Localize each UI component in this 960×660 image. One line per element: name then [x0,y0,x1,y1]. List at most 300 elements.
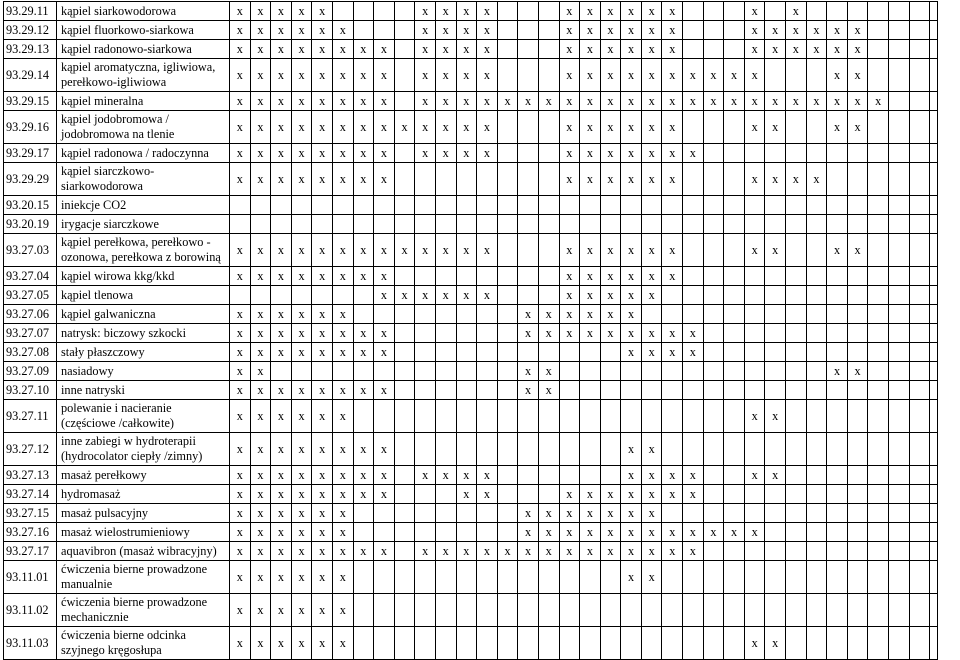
mark-cell: x [291,466,312,485]
edge-cell [930,381,938,400]
mark-cell [497,433,518,466]
mark-cell [497,2,518,21]
mark-cell [683,234,704,267]
mark-cell [889,466,910,485]
procedure-code: 93.29.29 [4,163,57,196]
mark-cell [641,400,662,433]
mark-cell: x [353,40,374,59]
mark-cell [353,286,374,305]
mark-cell [662,286,683,305]
mark-cell [847,196,868,215]
mark-cell [580,381,601,400]
procedure-code: 93.27.16 [4,523,57,542]
mark-cell [538,400,559,433]
mark-cell [518,561,539,594]
mark-cell [621,196,642,215]
mark-cell: x [662,542,683,561]
mark-cell [435,196,456,215]
mark-cell [580,215,601,234]
mark-cell [703,324,724,343]
mark-cell [827,400,848,433]
mark-cell [806,400,827,433]
mark-cell [353,561,374,594]
mark-cell [868,594,889,627]
mark-cell [456,400,477,433]
mark-cell: x [806,163,827,196]
mark-cell [518,234,539,267]
mark-cell: x [559,324,580,343]
mark-cell [456,504,477,523]
mark-cell [889,400,910,433]
mark-cell: x [662,21,683,40]
edge-cell [930,466,938,485]
mark-cell [827,433,848,466]
mark-cell: x [250,59,271,92]
mark-cell [291,362,312,381]
mark-cell: x [724,92,745,111]
mark-cell: x [559,59,580,92]
mark-cell [744,286,765,305]
mark-cell [909,92,930,111]
mark-cell: x [641,163,662,196]
mark-cell: x [250,267,271,286]
mark-cell: x [374,381,395,400]
mark-cell [847,466,868,485]
mark-cell: x [538,504,559,523]
mark-cell [806,267,827,286]
edge-cell [930,504,938,523]
mark-cell: x [580,286,601,305]
mark-cell: x [580,305,601,324]
mark-cell [271,215,292,234]
mark-cell [497,196,518,215]
mark-cell: x [600,234,621,267]
procedure-code: 93.27.15 [4,504,57,523]
mark-cell: x [456,111,477,144]
mark-cell [868,433,889,466]
mark-cell: x [332,324,353,343]
procedure-code: 93.20.15 [4,196,57,215]
mark-cell: x [332,485,353,504]
mark-cell: x [230,362,251,381]
mark-cell [641,362,662,381]
mark-cell [497,594,518,627]
mark-cell: x [621,561,642,594]
mark-cell: x [641,234,662,267]
mark-cell: x [230,343,251,362]
mark-cell [374,215,395,234]
mark-cell [394,92,415,111]
mark-cell [847,286,868,305]
mark-cell: x [559,267,580,286]
mark-cell [559,561,580,594]
mark-cell: x [683,343,704,362]
mark-cell [538,111,559,144]
mark-cell: x [600,40,621,59]
mark-cell [744,343,765,362]
mark-cell: x [600,144,621,163]
mark-cell: x [312,59,333,92]
mark-cell: x [332,163,353,196]
mark-cell [909,163,930,196]
mark-cell [786,144,807,163]
mark-cell [806,594,827,627]
mark-cell [497,267,518,286]
mark-cell: x [641,466,662,485]
procedure-code: 93.27.17 [4,542,57,561]
procedure-name: inne natryski [57,381,230,400]
mark-cell [332,286,353,305]
mark-cell [518,215,539,234]
procedure-code: 93.29.17 [4,144,57,163]
procedure-name: kąpiel tlenowa [57,286,230,305]
mark-cell [353,400,374,433]
mark-cell [312,286,333,305]
mark-cell [683,561,704,594]
mark-cell: x [641,433,662,466]
mark-cell: x [641,561,662,594]
procedure-name: ćwiczenia bierne prowadzone mechanicznie [57,594,230,627]
mark-cell [744,381,765,400]
mark-cell: x [477,111,498,144]
mark-cell: x [230,627,251,660]
procedure-code: 93.29.14 [4,59,57,92]
mark-cell [353,627,374,660]
mark-cell: x [641,286,662,305]
mark-cell: x [394,286,415,305]
mark-cell: x [518,362,539,381]
mark-cell: x [312,343,333,362]
mark-cell: x [827,362,848,381]
mark-cell [683,215,704,234]
mark-cell [477,215,498,234]
mark-cell [394,324,415,343]
mark-cell [435,523,456,542]
mark-cell [477,433,498,466]
mark-cell: x [332,561,353,594]
mark-cell [868,144,889,163]
mark-cell [477,267,498,286]
mark-cell: x [415,234,436,267]
mark-cell: x [621,144,642,163]
mark-cell: x [250,466,271,485]
mark-cell [765,215,786,234]
mark-cell [806,504,827,523]
mark-cell [909,561,930,594]
mark-cell [889,523,910,542]
mark-cell [724,286,745,305]
mark-cell: x [250,561,271,594]
mark-cell: x [312,21,333,40]
mark-cell: x [641,59,662,92]
mark-cell [827,523,848,542]
mark-cell [724,40,745,59]
mark-cell: x [538,92,559,111]
mark-cell: x [847,40,868,59]
mark-cell: x [559,40,580,59]
mark-cell [868,343,889,362]
mark-cell [477,504,498,523]
mark-cell: x [683,92,704,111]
mark-cell: x [271,400,292,433]
mark-cell: x [580,40,601,59]
mark-cell [889,144,910,163]
mark-cell: x [641,21,662,40]
mark-cell [827,163,848,196]
mark-cell [538,627,559,660]
mark-cell [497,21,518,40]
edge-cell [930,542,938,561]
mark-cell: x [291,2,312,21]
mark-cell: x [291,144,312,163]
mark-cell [909,343,930,362]
mark-cell: x [641,542,662,561]
mark-cell: x [580,21,601,40]
mark-cell: x [415,40,436,59]
procedure-code: 93.27.04 [4,267,57,286]
mark-cell [374,504,395,523]
mark-cell: x [271,305,292,324]
mark-cell [621,381,642,400]
mark-cell [909,542,930,561]
mark-cell [518,485,539,504]
mark-cell [353,21,374,40]
mark-cell [786,627,807,660]
mark-cell [415,196,436,215]
mark-cell: x [456,2,477,21]
mark-cell: x [477,234,498,267]
table-row [4,433,938,466]
procedure-code: 93.11.02 [4,594,57,627]
mark-cell [889,594,910,627]
mark-cell [909,504,930,523]
mark-cell [456,362,477,381]
mark-cell [703,2,724,21]
procedure-name: hydromasaż [57,485,230,504]
mark-cell [435,324,456,343]
mark-cell: x [230,59,251,92]
table-row [4,523,938,542]
mark-cell: x [641,144,662,163]
mark-cell [909,523,930,542]
mark-cell: x [312,163,333,196]
mark-cell: x [250,627,271,660]
mark-cell [847,504,868,523]
mark-cell [332,362,353,381]
table-row [4,92,938,111]
mark-cell [724,466,745,485]
mark-cell [827,504,848,523]
mark-cell: x [332,59,353,92]
procedure-code: 93.27.09 [4,362,57,381]
mark-cell [744,215,765,234]
mark-cell: x [271,523,292,542]
mark-cell [765,362,786,381]
mark-cell [600,196,621,215]
mark-cell: x [271,485,292,504]
mark-cell [538,21,559,40]
mark-cell [786,542,807,561]
mark-cell: x [621,485,642,504]
table-row [4,343,938,362]
mark-cell: x [600,111,621,144]
mark-cell [538,561,559,594]
mark-cell [394,485,415,504]
mark-cell: x [353,381,374,400]
mark-cell [662,504,683,523]
mark-cell [497,381,518,400]
mark-cell: x [786,2,807,21]
mark-cell [765,523,786,542]
mark-cell: x [312,561,333,594]
table-row [4,542,938,561]
mark-cell: x [374,234,395,267]
mark-cell [559,381,580,400]
mark-cell [456,215,477,234]
mark-cell [435,362,456,381]
mark-cell [724,163,745,196]
table-row [4,59,938,92]
mark-cell: x [518,542,539,561]
mark-cell: x [374,286,395,305]
mark-cell: x [683,466,704,485]
mark-cell [827,196,848,215]
mark-cell: x [683,542,704,561]
mark-cell [847,324,868,343]
mark-cell: x [230,485,251,504]
mark-cell [724,504,745,523]
mark-cell [683,305,704,324]
mark-cell [456,561,477,594]
mark-cell: x [765,234,786,267]
mark-cell [806,196,827,215]
table-row [4,362,938,381]
mark-cell [250,196,271,215]
mark-cell: x [641,523,662,542]
mark-cell [786,234,807,267]
mark-cell: x [662,523,683,542]
mark-cell: x [435,286,456,305]
mark-cell [374,2,395,21]
mark-cell [889,92,910,111]
mark-cell [703,40,724,59]
procedure-code: 93.27.06 [4,305,57,324]
mark-cell: x [250,234,271,267]
mark-cell [332,2,353,21]
mark-cell [518,196,539,215]
mark-cell [827,561,848,594]
edge-cell [930,21,938,40]
mark-cell [703,163,724,196]
mark-cell [909,324,930,343]
mark-cell [332,215,353,234]
mark-cell [538,59,559,92]
mark-cell [868,305,889,324]
mark-cell [889,234,910,267]
mark-cell: x [250,163,271,196]
mark-cell: x [291,594,312,627]
mark-cell [600,381,621,400]
mark-cell [662,400,683,433]
procedure-name: kąpiel galwaniczna [57,305,230,324]
mark-cell [415,594,436,627]
mark-cell: x [271,542,292,561]
procedure-name: kąpiel siarkowodorowa [57,2,230,21]
mark-cell: x [271,111,292,144]
mark-cell [641,627,662,660]
mark-cell: x [621,234,642,267]
mark-cell [662,381,683,400]
mark-cell: x [332,40,353,59]
mark-cell [889,433,910,466]
mark-cell [744,504,765,523]
mark-cell [353,196,374,215]
mark-cell: x [827,234,848,267]
mark-cell [415,400,436,433]
table-row [4,466,938,485]
mark-cell [600,400,621,433]
mark-cell: x [806,40,827,59]
mark-cell: x [847,362,868,381]
edge-cell [930,163,938,196]
procedure-code: 93.27.14 [4,485,57,504]
mark-cell: x [271,144,292,163]
mark-cell [415,163,436,196]
mark-cell [662,196,683,215]
mark-cell: x [353,59,374,92]
mark-cell: x [374,59,395,92]
procedure-matrix-table [3,1,938,660]
mark-cell [909,286,930,305]
mark-cell [518,59,539,92]
mark-cell [394,215,415,234]
mark-cell: x [250,485,271,504]
mark-cell [786,59,807,92]
mark-cell: x [332,305,353,324]
table-row [4,215,938,234]
mark-cell [847,2,868,21]
mark-cell [765,594,786,627]
mark-cell [394,561,415,594]
mark-cell: x [230,163,251,196]
mark-cell [683,111,704,144]
mark-cell: x [641,324,662,343]
mark-cell [477,523,498,542]
procedure-code: 93.11.03 [4,627,57,660]
mark-cell [724,215,745,234]
mark-cell [497,627,518,660]
mark-cell: x [580,92,601,111]
mark-cell [827,324,848,343]
mark-cell [538,163,559,196]
mark-cell: x [415,2,436,21]
mark-cell [724,627,745,660]
mark-cell [518,40,539,59]
mark-cell [621,215,642,234]
mark-cell: x [600,523,621,542]
mark-cell: x [621,2,642,21]
mark-cell: x [683,485,704,504]
mark-cell: x [250,523,271,542]
mark-cell: x [435,111,456,144]
mark-cell: x [312,627,333,660]
mark-cell [683,400,704,433]
edge-cell [930,40,938,59]
mark-cell: x [353,163,374,196]
mark-cell: x [230,594,251,627]
mark-cell: x [559,485,580,504]
mark-cell: x [559,286,580,305]
